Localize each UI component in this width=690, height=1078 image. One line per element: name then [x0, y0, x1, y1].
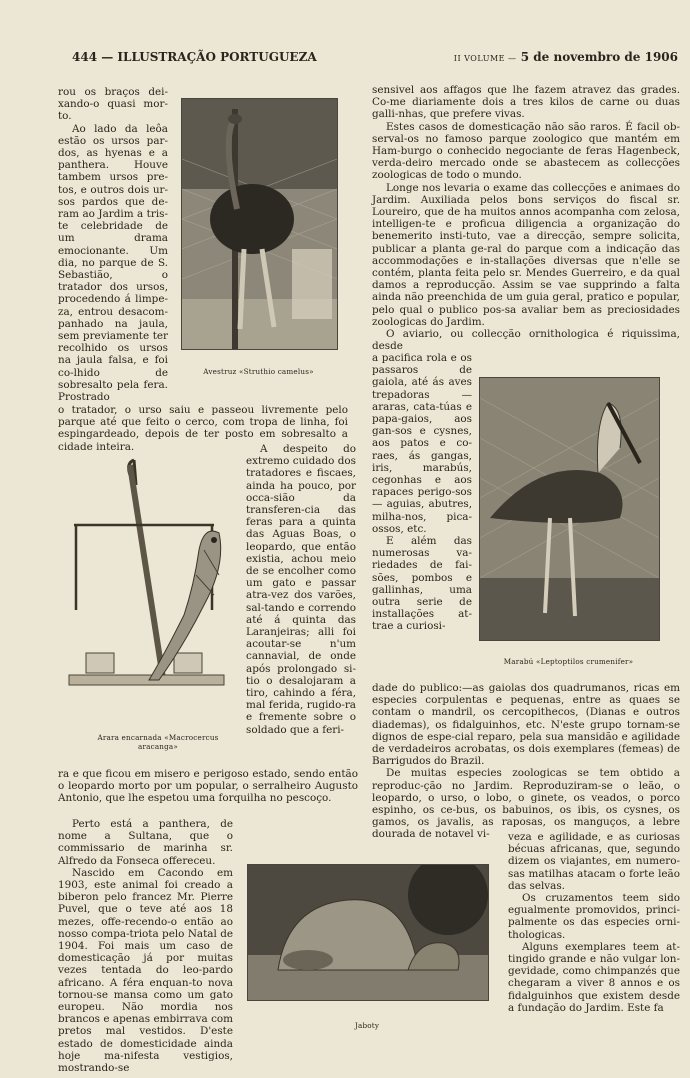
paragraph: Ao lado da leôa estão os ursos par-dos, as hyenas e a panthera. Houve tambem ursos pre-tos, e outros dois ur-sos pardos que de-ram ao Jardim a tris-te celebridade de um drama emocionante. Um dia, no parque de S. Sebastião, o tratador dos ursos, procedendo á limpe-za, entrou desacom-panhado na jaula, sem previamente ter recolhido os ursos na jaula falsa, e foi co-lhido de sobresalto pela fera. Prostrado — [58, 122, 168, 404]
text-col3-narrow — [372, 352, 472, 633]
paragraph: a pacifica rola e os passaros de gaiola, até ás aves trepadoras —araras, cata-túas e papa-gaios, aos gan-sos e cysnes, aos patos e co-raes, ás gangas, iris, marabús, cegonhas e aos rapaces perigo-sos — aguias, abutres, milha-nos, pica-ossos, etc. — [372, 352, 472, 535]
text-col1-top — [58, 86, 168, 403]
macaw-drawing — [64, 455, 234, 695]
paragraph: O aviario, ou collecção ornithologica é riquissima, desde — [372, 328, 680, 353]
paragraph: dade do publico:—as gaiolas dos quadrumanos, ricas em especies corpulentas e pequenas, entre as quaes se contam o mandril, os cercopithecos, (Dianas e outros diademas), os fidalguinhos, etc. N'este grupo tornam-se dignos de espe-cial reparo, pela sua mansidão e agilidade de verdadeiros acrobatas, os dois exemplares (femeas) de Barrigudos do Brazil. — [372, 682, 680, 768]
header-date: 5 de novembro de 1906 — [520, 50, 678, 64]
tortoise-caption: Jaboty — [354, 1021, 380, 1030]
text-col3-top — [372, 84, 680, 352]
tortoise-photo — [247, 864, 489, 1001]
paragraph: sensivel aos affagos que lhe fazem atravez das grades. Co-me diariamente dois a tres kilos de carne ou duas galli-nhas, que prefere vivas. — [372, 84, 680, 121]
marabou-photo — [479, 377, 660, 641]
paragraph: Os cruzamentos teem sido egualmente promovidos, princi-palmente os das especies orni-thologicas. — [508, 892, 680, 941]
tortoise-icon — [248, 865, 488, 1000]
ostrich-photo — [181, 98, 338, 350]
paragraph: Alguns exemplares teem at-tingido grande e não vulgar lon-gevidade, como chimpanzés que chegaram a viver 8 annos e os fidalguinhos que existem desde a fundação do Jardim. Este fa — [508, 940, 680, 1014]
ostrich-caption: Avestruz «Struthio camelus» — [203, 367, 314, 376]
paragraph: Longe nos levaria o exame das collecções e animaes do Jardim. Auxiliada pelos bons serviços do fiscal sr. Loureiro, que de ha muitos annos acompanha com zelosa, intelligen-te e proficua diligencia a organização do benemerito insti-tuto, vae a direcção, sempre solicita, publicar a planta ge-ral do parque com a indicação das accommodações e in-stallações diversas que n'elle se contém, planta feita pelo sr. Mendes Guerreiro, e da qual damos a reproducção. Assim se vae supprindo a falta ainda não preenchida de um guia geral, pratico e popular, pelo qual o publico pos-sa avaliar bem as preciosidades zoologicas do Jardim. — [372, 181, 680, 328]
paragraph: Perto está a panthera, de nome a Sultana, que o commissario de marinha sr. Alfredo da Fonseca offereceu. — [58, 818, 233, 867]
text-col3-mid — [372, 682, 680, 841]
paragraph: Estes casos de domesticação não são raros. É facil ob-serval-os no famoso parque zoologico que mantém em Ham-burgo o conhecido negociante de feras Hagenbeck, verda-deiro mercado onde se abastecem as collecções zoologicas de todo o mundo. — [372, 120, 680, 182]
text-col2 — [246, 443, 356, 736]
paragraph: E além das numerosas va-riedades de fai-sões, pombos e gallinhas, uma outra serie de installações at-trae a curiosi- — [372, 535, 472, 633]
page-header — [72, 50, 678, 66]
paragraph: o tratador, o urso saiu e passeou livremente pelo parque até que feito o cerco, com tropa de linha, foi espingardeado, depois de ter posto em sobresalto a cidade inteira. — [58, 404, 348, 453]
text-col3-bottom — [508, 831, 680, 1014]
header-volume: II VOLUME — — [453, 54, 517, 63]
header-date-line — [454, 50, 678, 64]
paragraph: Nascido em Cacondo em 1903, este animal foi creado a biberon pelo francez Mr. Pierre Puvel, que o teve até aos 18 mezes, offe-recendo-o então ao nosso compa-triota pelo Natal de 1904. Foi mais um caso de domesticação já por muitas vezes tentada do leo-pardo africano. A féra enquan-to nova tornou-se mansa como um gato europeu. Não mordia nos brancos e apenas embirrava com pretos mal vestidos. D'este estado de domesticidade ainda hoje ma-nifesta vestigios, mostrando-se — [58, 866, 233, 1075]
macaw-caption: Arara encarnada «Macrocercus aracanga» — [97, 733, 219, 751]
paragraph: De muitas especies zoologicas se tem obtido a reproduc-ção no Jardim. Reproduziram-se o leão, o leopardo, o urso, o lobo, o ginete, os veados, o porco espinho, os ce-bus, os babuinos, os ibis, os cysnes, os gamos, os javalis, as raposas, os manguços, a lebre dourada de notavel vi- — [372, 767, 680, 841]
marabou-icon — [480, 378, 659, 640]
paragraph: veza e agilidade, e as curiosas bécuas africanas, que, segundo dizem os viajantes, em numero-sas matilhas atacam o forte leão das selvas. — [508, 831, 680, 892]
header-title: 444 — ILLUSTRAÇÃO PORTUGUEZA — [72, 50, 317, 64]
paragraph: A despeito do extremo cuidado dos tratadores e fiscaes, ainda ha pouco, por occa-sião da transferen-cia das feras para a quinta das Aguas Boas, o leopardo, que então existia, achou meio de se encolher como um gato e passar atra-vez dos varões, sal-tando e correndo até á quinta das Laranjeiras; alli foi acoutar-se n'um cannavial, de onde após prolongado si-tio o desalojaram a tiro, cahindo a féra, mal ferida, rugido-ra e frementе sobre o soldado que a feri- — [246, 443, 356, 736]
ostrich-icon — [182, 99, 337, 349]
paragraph: ra e que ficou em misero e perigoso estado, sendo então o leopardo morto por um popular, o serralheiro Augusto Antonio, que lhe espetou uma forquilha no pescoço. — [58, 768, 358, 805]
paragraph: rou os braços dei-xando-o quasi mor-to. — [58, 86, 168, 123]
marabou-caption: Marabú «Leptoptilos crumenifer» — [503, 657, 634, 666]
text-col1-lower — [58, 818, 233, 1074]
text-col1-continued — [58, 768, 358, 805]
macaw-icon — [64, 455, 234, 695]
